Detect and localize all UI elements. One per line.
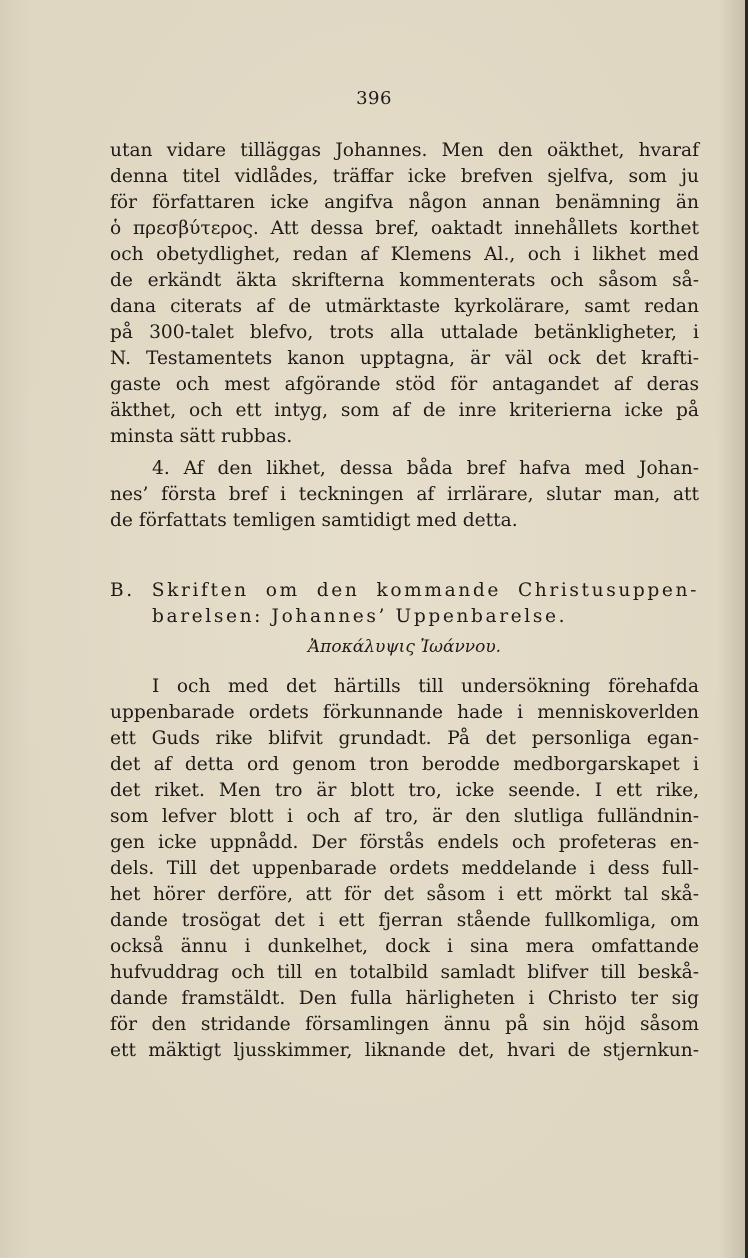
text-line: dels. Till det uppenbarade ordets meddelande i dess full- bbox=[110, 858, 699, 879]
page-number: 396 bbox=[356, 88, 392, 109]
text-line: het hörer derföre, att för det såsom i ett mörkt tal skå- bbox=[110, 884, 699, 905]
text-line: N. Testamentets kanon upptagna, är väl ock det krafti- bbox=[110, 348, 699, 369]
text-line: för den stridande församlingen ännu på sin höjd såsom bbox=[110, 1014, 699, 1035]
text-line: minsta sätt rubbas. bbox=[110, 426, 293, 447]
text-line: ett Guds rike blifvit grundadt. På det personliga egan- bbox=[110, 728, 699, 749]
text-line: dana citerats af de utmärktaste kyrkolärare, samt redan bbox=[110, 296, 699, 317]
text-line: utan vidare tilläggas Johannes. Men den oäkthet, hvaraf bbox=[110, 140, 699, 161]
text-line: gaste och mest afgörande stöd för antagandet af deras bbox=[110, 374, 699, 395]
text-line: ὁ πρεσβύτερος. Att dessa bref, oaktadt innehållets korthet bbox=[110, 218, 699, 239]
text-line: ett mäktigt ljusskimmer, liknande det, hvari de stjernkun- bbox=[110, 1040, 699, 1061]
text-line: nes’ första bref i teckningen af irrlärare, slutar man, att bbox=[110, 484, 699, 505]
section-heading-line: B. Skriften om den kommande Christusuppen- bbox=[110, 580, 699, 601]
text-line: denna titel vidlådes, träffar icke brefven sjelfva, som ju bbox=[110, 166, 699, 187]
text-line: 4. Af den likhet, dessa båda bref hafva med Johan- bbox=[152, 458, 699, 479]
text-line: dande framstäldt. Den fulla härligheten i Christo ter sig bbox=[110, 988, 699, 1009]
text-line: uppenbarade ordets förkunnande hade i menniskoverlden bbox=[110, 702, 699, 723]
text-line: också ännu i dunkelhet, dock i sina mera omfattande bbox=[110, 936, 699, 957]
text-line: dande trosögat det i ett fjerran stående fullkomliga, om bbox=[110, 910, 699, 931]
greek-title: Ἀποκάλυψις Ἰωάννου. bbox=[307, 637, 502, 657]
text-line: gen icke uppnådd. Der förstås endels och profeteras en- bbox=[110, 832, 699, 853]
text-line: och obetydlighet, redan af Klemens Al., och i likhet med bbox=[110, 244, 699, 265]
text-line: I och med det härtills till undersökning förehafda bbox=[152, 676, 699, 697]
text-line: som lefver blott i och af tro, är den slutliga fulländnin- bbox=[110, 806, 699, 827]
text-line: det riket. Men tro är blott tro, icke seende. I ett rike, bbox=[110, 780, 699, 801]
text-line: de erkändt äkta skrifterna kommenterats och såsom så- bbox=[110, 270, 699, 291]
text-line: det af detta ord genom tron berodde medborgarskapet i bbox=[110, 754, 699, 775]
text-line: för författaren icke angifva någon annan benämning än bbox=[110, 192, 699, 213]
text-line: äkthet, och ett intyg, som af de inre kriterierna icke på bbox=[110, 400, 699, 421]
text-line: på 300-talet blefvo, trots alla uttalade betänkligheter, i bbox=[110, 322, 699, 343]
text-line: hufvuddrag och till en totalbild samladt blifver till beskå- bbox=[110, 962, 699, 983]
text-line: de författats temligen samtidigt med detta. bbox=[110, 510, 518, 531]
section-heading-line: barelsen: Johannes’ Uppenbarelse. bbox=[152, 606, 568, 627]
